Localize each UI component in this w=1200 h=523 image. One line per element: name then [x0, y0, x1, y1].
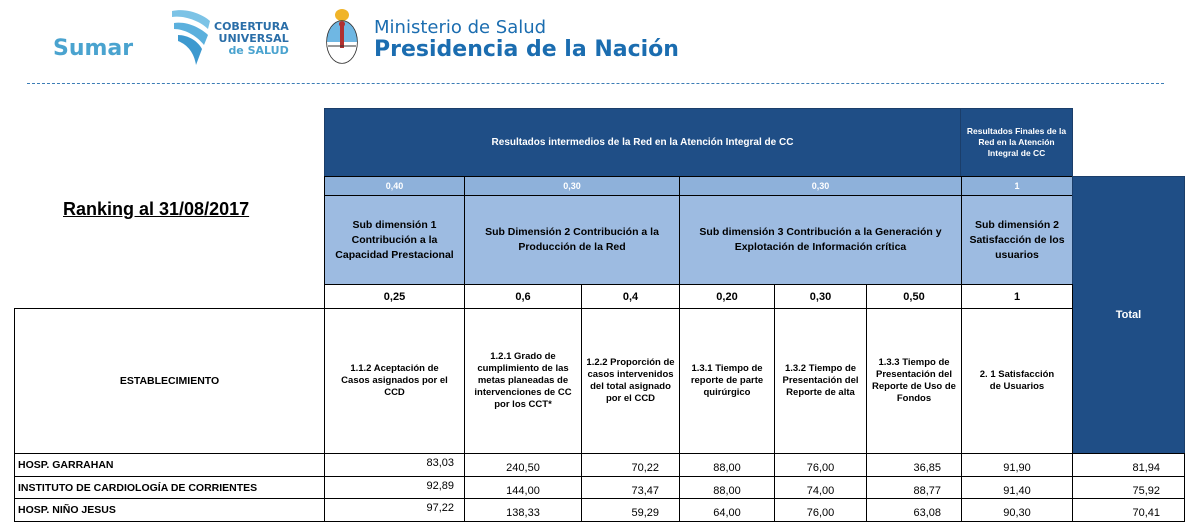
indicator-133: 1.3.3 Tiempo de Presentación del Reporte de Uso de Fondos	[866, 308, 962, 454]
row-value-total: 70,41	[1072, 498, 1185, 522]
row-establishment-name: HOSP. GARRAHAN	[14, 453, 325, 477]
row-establishment-name: INSTITUTO DE CARDIOLOGÍA DE CORRIENTES	[14, 476, 325, 499]
subdimension-1: Sub dimensión 1 Contribución a la Capacidad Prestacional	[324, 195, 465, 285]
ranking-title: Ranking al 31/08/2017	[63, 199, 250, 219]
row-value-132: 76,00	[774, 498, 867, 522]
weight-ind-112: 0,25	[324, 284, 465, 309]
total-header: Total	[1072, 176, 1185, 454]
cobertura-line3: de SALUD	[228, 44, 289, 57]
establecimiento-header: ESTABLECIMIENTO	[14, 308, 325, 454]
row-value-total: 75,92	[1072, 476, 1185, 499]
row-value-121: 138,33	[464, 498, 582, 522]
indicator-21: 2. 1 Satisfacción de Usuarios	[961, 308, 1073, 454]
indicator-132: 1.3.2 Tiempo de Presentación del Reporte de alta	[774, 308, 867, 454]
row-value-122: 70,22	[581, 453, 680, 477]
row-value-112: 97,22	[324, 498, 465, 522]
row-value-122: 73,47	[581, 476, 680, 499]
row-value-132: 74,00	[774, 476, 867, 499]
weight-sub4: 1	[961, 176, 1073, 196]
row-value-122: 59,29	[581, 498, 680, 522]
ministerio-title: Ministerio de Salud	[374, 17, 547, 38]
subdimension-2: Sub Dimensión 2 Contribución a la Producción de la Red	[464, 195, 680, 285]
row-value-total: 81,94	[1072, 453, 1185, 477]
row-value-131: 88,00	[679, 476, 775, 499]
indicator-112: 1.1.2 Aceptación de Casos asignados por el CCD	[324, 308, 465, 454]
indicator-121: 1.2.1 Grado de cumplimiento de las metas planeadas de intervenciones de CC por los CCT*	[464, 308, 582, 454]
row-value-21: 91,40	[961, 476, 1073, 499]
subdimension-3: Sub dimensión 3 Contribución a la Generación y Explotación de Información crítica	[679, 195, 962, 285]
weight-ind-133: 0,50	[866, 284, 962, 309]
row-value-121: 144,00	[464, 476, 582, 499]
row-value-121: 240,50	[464, 453, 582, 477]
group-header-final: Resultados Finales de la Red en la Atención Integral de CC	[960, 108, 1073, 177]
sumar-logo-text: Sumar	[53, 36, 134, 61]
cobertura-line2: UNIVERSAL	[218, 32, 289, 45]
weight-ind-21: 1	[961, 284, 1073, 309]
header-divider	[27, 83, 1164, 84]
row-value-133: 88,77	[866, 476, 962, 499]
weight-sub1: 0,40	[324, 176, 465, 196]
weight-ind-121: 0,6	[464, 284, 582, 309]
indicator-122: 1.2.2 Proporción de casos intervenidos del total asignado por el CCD	[581, 308, 680, 454]
row-value-133: 36,85	[866, 453, 962, 477]
weight-sub2: 0,30	[464, 176, 680, 196]
row-value-131: 64,00	[679, 498, 775, 522]
row-value-21: 90,30	[961, 498, 1073, 522]
row-value-21: 91,90	[961, 453, 1073, 477]
cobertura-logo-text	[214, 21, 289, 57]
row-value-112: 83,03	[324, 453, 465, 477]
row-establishment-name: HOSP. NIÑO JESUS	[14, 498, 325, 522]
subdimension-4: Sub dimensión 2 Satisfacción de los usuarios	[961, 195, 1073, 285]
weight-ind-131: 0,20	[679, 284, 775, 309]
national-shield-icon	[322, 6, 362, 68]
row-value-132: 76,00	[774, 453, 867, 477]
presidencia-title: Presidencia de la Nación	[374, 37, 679, 62]
row-value-112: 92,89	[324, 476, 465, 499]
row-value-133: 63,08	[866, 498, 962, 522]
group-header-intermediate: Resultados intermedios de la Red en la Atención Integral de CC	[324, 108, 961, 177]
indicator-131: 1.3.1 Tiempo de reporte de parte quirúrgico	[679, 308, 775, 454]
weight-ind-122: 0,4	[581, 284, 680, 309]
cobertura-line1: COBERTURA	[214, 20, 289, 33]
weight-ind-132: 0,30	[774, 284, 867, 309]
weight-sub3: 0,30	[679, 176, 962, 196]
row-value-131: 88,00	[679, 453, 775, 477]
